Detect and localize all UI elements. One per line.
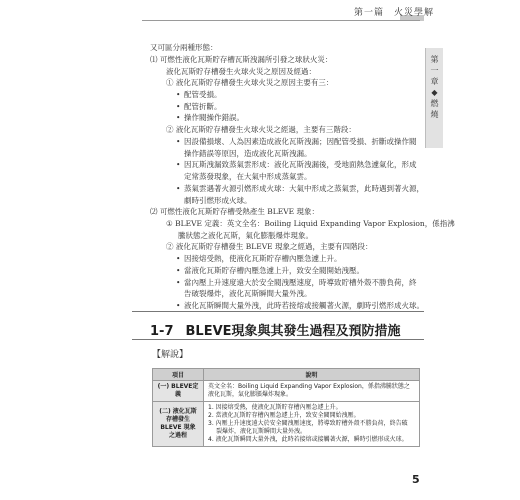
table-cell-item: (一) BLEVE定義: [153, 381, 204, 402]
side-tab-char: 燒: [430, 110, 439, 119]
answer-label: 【解說】: [152, 350, 189, 360]
side-tab-char: 第: [430, 55, 439, 64]
table-row: [153, 381, 420, 402]
body-line: 定常蒸發現象，在大氣中形成蒸氣雲。: [184, 172, 312, 181]
body-line: 告破裂爆炸，液化瓦斯瞬間大量外洩。: [184, 289, 312, 299]
body-bullet: • 當內壓上升速度遠大於安全閥洩壓速度，時導致貯槽外殼不勝負荷，終: [184, 277, 417, 288]
body-line: ① BLEVE 定義：英文全名：Boiling Liquid Expanding Vapor Explosion，係指沸: [166, 218, 455, 228]
page-number: 5: [412, 473, 420, 486]
body-bullet: • 因接熔受熱，使液化瓦斯貯存槽內壓急遽上升。: [184, 253, 342, 264]
table-header-row: [153, 369, 420, 381]
body-line: ⑴ 可燃性液化瓦斯貯存槽瓦斯洩漏所引發之球狀火災：: [150, 54, 333, 64]
section-bottom-rule: [132, 339, 424, 340]
header-rule: [142, 20, 420, 21]
item-line: BLEVE 現象: [160, 424, 196, 431]
step-line: 1. 因接熔受熱，使液化瓦斯貯存槽內壓急遽上升。: [208, 404, 342, 411]
step-line: 裂爆炸，液化瓦斯瞬間大量外洩。: [216, 428, 307, 435]
answer-table: [152, 368, 420, 447]
body-line: ① 液化瓦斯貯存槽發生火球火災之原因主要有三：: [166, 78, 334, 88]
step-line: 4. 液化瓦斯瞬間大量外洩，此時若接熔或接觸著火源，瞬時引燃形成火球。: [208, 436, 408, 443]
table-row: [153, 402, 420, 447]
section-top-rule: [132, 311, 424, 312]
body-line: 又可區分兩種形態：: [150, 43, 218, 52]
table-cell-item: [153, 402, 204, 447]
side-tab-char: 燃: [430, 99, 439, 108]
body-bullet: • 當液化瓦斯貯存槽內壓急遽上升，致安全閥開始洩壓。: [184, 265, 364, 276]
table-header-desc: 說明: [204, 369, 420, 381]
body-bullet: • 操作閥操作錯誤。: [184, 112, 244, 123]
body-line: ② 液化瓦斯貯存槽發生 BLEVE 現象之經過，主要有四階段：: [166, 242, 373, 252]
item-line: 存槽發生: [165, 416, 190, 423]
body-line: 液化瓦斯貯存槽發生火球火災之原因及經過：: [166, 66, 316, 76]
item-line: (二) 液化瓦斯: [159, 408, 197, 415]
section-heading: [150, 320, 401, 339]
section-title: BLEVE現象與其發生過程及預防措施: [185, 324, 401, 339]
body-bullet: • 蒸氣雲遇著火源引燃形成火球：大氣中形成之蒸氣雲，此時遇到著火源，: [184, 183, 424, 194]
side-tab-char: 章: [430, 77, 439, 86]
step-line: 2. 當液化瓦斯貯存槽內壓急遽上升，致安全閥開始洩壓。: [208, 412, 360, 419]
running-header: 第一篇 火災學解: [353, 8, 434, 18]
table-header-item: 項目: [153, 369, 204, 381]
body-bullet: • 液化瓦斯瞬間大量外洩，此時若接熔或接觸著火源，劇時引燃形成火球。: [184, 300, 424, 311]
body-line: 騰狀態之液化瓦斯，氣化膨脹爆炸現象。: [178, 230, 313, 240]
chapter-side-tab: [425, 48, 443, 148]
step-line: 3. 內壓上升速度遠大於安全閥洩壓速度，將導致貯槽外殼不勝負荷，終告破: [208, 420, 408, 427]
table-cell-desc: 英文全名：Boiling Liquid Expanding Vapor Explosion，係指沸騰狀態之液化瓦斯，氣化膨脹爆炸現象。: [204, 381, 420, 402]
body-line: ⑵ 可燃性液化瓦斯貯存槽受熱產生 BLEVE 現象：: [150, 207, 320, 217]
body-line: 操作錯誤等原因，造成液化瓦斯洩漏。: [184, 148, 312, 158]
side-tab-char: 一: [430, 66, 439, 75]
body-bullet: • 因設備損壞、人為因素造成液化瓦斯洩漏；因配管受損、折斷或操作閥: [184, 136, 417, 147]
item-line: 之過程: [168, 432, 187, 439]
body-line: ② 液化瓦斯貯存槽發生火球火災之經過，主要有三階段：: [166, 125, 356, 135]
table-cell-desc: [204, 402, 420, 447]
body-bullet: • 配管折斷。: [184, 101, 222, 112]
section-number: 1-7: [150, 324, 174, 339]
body-line: 劇時引燃形成火球。: [184, 195, 252, 205]
body-bullet: • 配管受損。: [184, 89, 222, 100]
side-tab-char: ◆: [431, 88, 438, 97]
body-bullet: • 因瓦斯洩漏致蒸氣雲形成：液化瓦斯洩漏後，受地面熱急遽氣化，形成: [184, 159, 417, 170]
